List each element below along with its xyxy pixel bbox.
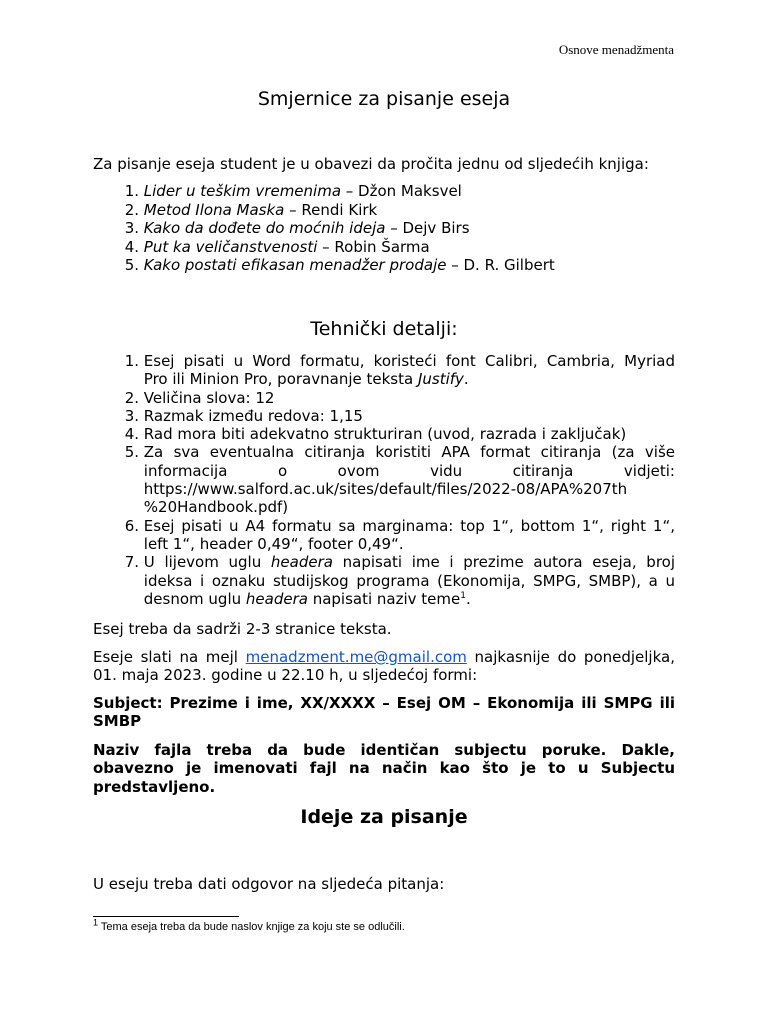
- book-author: – Džon Maksvel: [341, 182, 462, 200]
- list-number: 3.: [124, 406, 139, 425]
- list-item: [93, 517, 675, 554]
- list-item: [93, 238, 675, 257]
- item-emphasis: headera: [245, 589, 308, 608]
- book-title: Kako postati efikasan menadžer prodaje: [143, 256, 447, 274]
- subject-format: [93, 694, 675, 731]
- item-text: Esej pisati u A4 formatu sa marginama: top 1“, bottom 1“, right 1“,: [143, 516, 675, 535]
- list-number: 2.: [124, 388, 139, 407]
- filename-note-line: Naziv fajla treba da bude identičan subjectu poruke. Dakle,: [93, 741, 675, 759]
- list-item: [93, 201, 675, 220]
- item-text: left 1“, header 0,49“, footer 0,49“.: [143, 534, 404, 553]
- book-author: – D. R. Gilbert: [446, 256, 555, 274]
- footnote: [93, 917, 405, 933]
- filename-note-line: obavezno je imenovati fajl na način kao što je to u Subjectu: [93, 759, 675, 778]
- list-number: 4.: [124, 425, 139, 444]
- item-emphasis: Justify: [417, 370, 464, 389]
- list-item: [93, 389, 675, 407]
- item-emphasis: headera: [270, 553, 333, 572]
- book-title: Metod Ilona Maska: [143, 200, 285, 219]
- page-count-note: Esej treba da sadrži 2-3 stranice teksta.: [93, 620, 392, 638]
- intro-paragraph: Za pisanje eseja student je u obavezi da pročita jednu od sljedećih knjiga:: [93, 155, 649, 173]
- item-text: .: [466, 589, 471, 608]
- apa-handbook-url: https://www.salford.ac.uk/sites/default/files/2022-08/APA%207th: [143, 480, 628, 499]
- page-header-course: Osnove menadžmenta: [558, 42, 674, 57]
- list-number: 1.: [124, 352, 139, 370]
- footnote-separator: [93, 916, 239, 917]
- list-item: [93, 443, 675, 516]
- item-text: ideksa i oznaku studijskog programa (Ekonomija, SMPG, SMBP), a u: [143, 571, 675, 590]
- footnote-mark: 1: [93, 917, 99, 928]
- filename-note: [93, 741, 675, 796]
- email-link[interactable]: menadzment.me@gmail.com: [245, 648, 467, 666]
- item-text: U lijevom uglu: [143, 553, 271, 572]
- ideas-heading: Ideje za pisanje: [300, 806, 468, 828]
- item-text: Rad mora biti adekvatno strukturiran (uvod, razrada i zaključak): [143, 425, 627, 444]
- list-item: [93, 256, 675, 275]
- item-text: napisati naziv teme: [307, 589, 461, 608]
- book-title: Lider u teškim vremenima: [143, 182, 342, 200]
- book-list: [93, 182, 675, 275]
- list-number: 3.: [124, 219, 139, 237]
- filename-note-line: predstavljeno.: [93, 777, 216, 796]
- book-author: – Dejv Birs: [385, 219, 470, 237]
- list-number: 2.: [124, 200, 139, 219]
- list-item: [93, 407, 675, 425]
- list-number: 7.: [124, 553, 139, 572]
- item-text: napisati ime i prezime autora eseja, broj: [332, 553, 676, 572]
- list-number: 5.: [124, 256, 139, 274]
- list-item: [93, 425, 675, 443]
- book-author: – Rendi Kirk: [284, 200, 378, 219]
- list-number: 4.: [124, 237, 139, 256]
- item-text: Pro ili Minion Pro, poravnanje teksta: [143, 370, 418, 389]
- list-item: [93, 182, 675, 201]
- submission-text: Eseje slati na mejl: [93, 648, 246, 666]
- book-author: – Robin Šarma: [317, 237, 430, 256]
- item-text: Esej pisati u Word formatu, koristeći font Calibri, Cambria, Myriad: [143, 352, 675, 370]
- list-number: 5.: [124, 443, 139, 462]
- technical-details-heading: Tehnički detalji:: [310, 318, 458, 340]
- subject-format-line: SMBP: [93, 712, 142, 731]
- submission-paragraph: [93, 648, 675, 685]
- item-text: Razmak između redova: 1,15: [143, 406, 363, 425]
- item-text: Za sva eventualna citiranja koristiti APA format citiranja (za više: [143, 443, 675, 462]
- list-number: 6.: [124, 516, 139, 535]
- list-number: 1.: [124, 182, 139, 200]
- footnote-text: Tema eseja treba da bude naslov knjige za koju ste se odlučili.: [98, 921, 405, 933]
- list-item: [93, 352, 675, 389]
- submission-deadline: 01. maja 2023. godine u 22.10 h, u sljedećoj formi:: [93, 666, 478, 685]
- subject-format-line: Subject: Prezime i ime, XX/XXXX – Esej OM – Ekonomija ili SMPG ili: [93, 694, 675, 712]
- apa-handbook-url-cont: %20Handbook.pdf): [143, 498, 289, 517]
- item-text: desnom uglu: [143, 589, 246, 608]
- document-title: Smjernice za pisanje eseja: [257, 88, 511, 110]
- technical-details-list: [93, 352, 675, 608]
- list-item: [93, 219, 675, 238]
- book-title: Kako da dođete do moćnih ideja: [143, 219, 386, 237]
- item-text: .: [463, 370, 469, 389]
- item-text: informacija o ovom vidu citiranja vidjeti:: [143, 461, 675, 480]
- list-item: [93, 553, 675, 608]
- answer-intro: U eseju treba dati odgovor na sljedeća pitanja:: [93, 875, 445, 893]
- footnote-reference[interactable]: 1: [460, 590, 466, 601]
- book-title: Put ka veličanstvenosti: [143, 237, 318, 256]
- submission-text: najkasnije do ponedjeljka,: [466, 648, 675, 666]
- item-text: Veličina slova: 12: [143, 388, 275, 407]
